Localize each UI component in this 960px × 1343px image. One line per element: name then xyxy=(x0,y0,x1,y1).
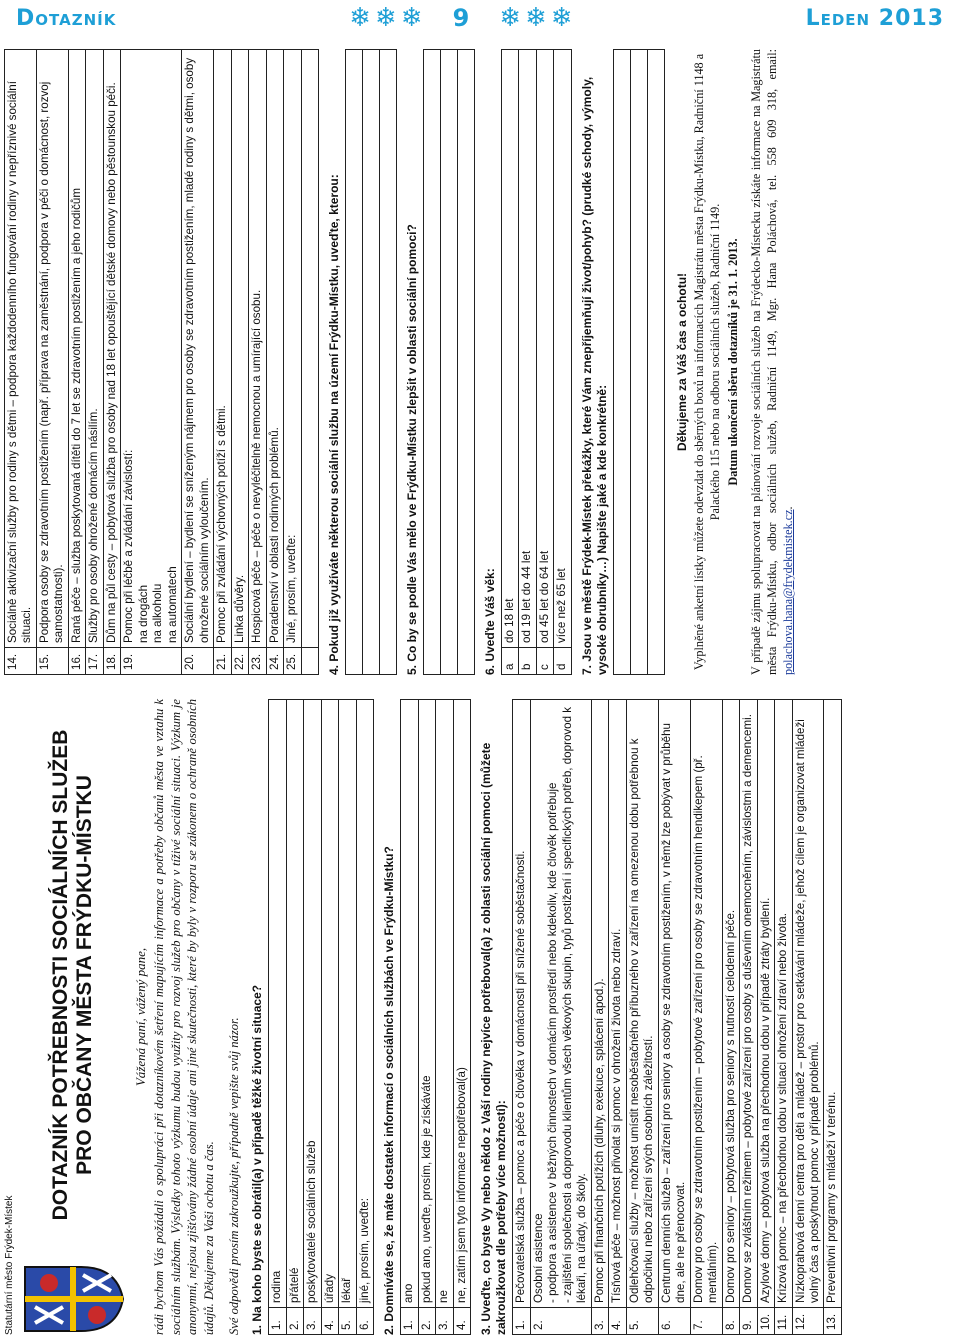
table-row[interactable]: 2. pokud ano, uveďte, prosím, kde je získáváte xyxy=(418,700,435,1335)
snowflake-icon: ❄ xyxy=(349,3,372,33)
table-row[interactable]: 24. Poradenství v oblasti rodinných problémů. xyxy=(266,50,283,675)
table-row[interactable]: 22. Linka důvěry. xyxy=(231,50,248,675)
deadline-text: Datum ukončení sběru dotazníků je 31. 1. 2013. xyxy=(726,238,741,486)
table-row[interactable]: 4. ne, zatím jsem tyto informace nepotřeboval(a) xyxy=(453,700,470,1335)
snowflake-icon: ❄ xyxy=(499,3,522,33)
table-row[interactable]: 4. úřady xyxy=(321,700,338,1335)
question-7-answer-lines xyxy=(613,49,665,675)
answer-line[interactable] xyxy=(630,50,647,675)
table-row[interactable]: 16. Raná péče – služba poskytovaná dítěti do 7 let se zdravotním postižením a jeho rodičům xyxy=(68,50,85,675)
table-row[interactable]: 5. lékař xyxy=(339,700,356,1335)
table-row[interactable]: 23. Hospicová péče – péče o nevyléčitelně nemocnou a umírající osobu. xyxy=(249,50,266,675)
question-2-options xyxy=(400,699,471,1335)
answer-line[interactable] xyxy=(457,50,474,675)
table-row[interactable]: a do 18 let xyxy=(501,50,518,675)
city-coat-of-arms-logo xyxy=(21,1263,125,1335)
table-row[interactable]: 1. rodina xyxy=(269,700,286,1335)
document-title xyxy=(21,699,97,1251)
table-row[interactable]: 17. Služby pro osoby ohrožené domácím násilím. xyxy=(86,50,103,675)
table-row[interactable]: 3. Pomoc při finančních potížích (dluhy, exekuce, splácení apod.). xyxy=(591,700,608,1335)
answer-line[interactable] xyxy=(647,50,664,675)
table-row[interactable]: 8. Domov pro seniory – pobytová služba pro seniory s nutností celodenní péče. xyxy=(722,700,739,1335)
table-row[interactable]: 21. Pomoc při zvládání výchovných potíží s dětmi. xyxy=(214,50,231,675)
table-row[interactable]: 5. Odlehčovací služby – možnost umístit nesoběstačného příbuzného v zařízení na omezenou dobu potřebnou k odpočinku nebo zařízení svých osobních záležitostí. xyxy=(626,700,658,1335)
table-row[interactable]: 13. Preventivní programy s mládeží v terénu. xyxy=(824,700,841,1335)
rotated-page xyxy=(0,36,960,1343)
issue-date: Leden 2013 xyxy=(805,5,944,31)
title-line-1: DOTAZNÍK POTŘEBNOSTI SOCIÁLNÍCH SLUŽEB xyxy=(49,729,72,1221)
question-5-answer-lines xyxy=(423,49,475,675)
table-row[interactable]: 10. Azylové domy – pobytová služba na přechodnou dobu v případě ztráty bydlení. xyxy=(757,700,774,1335)
table-row[interactable]: 6. jiné, prosím, uveďte: xyxy=(356,700,373,1335)
snowflake-icon: ❄ xyxy=(550,3,573,33)
snowflake-icon: ❄ xyxy=(375,3,397,33)
question-3-options xyxy=(512,699,842,1335)
table-row[interactable]: 20. Sociální bydlení – bydlení se sníženým nájmem pro osoby se zdravotním postižením, mladé rodiny s dětmi, osoby ohrožené sociálním vyloučením. xyxy=(182,50,214,675)
intro-paragraph: rádi bychom Vás požádali o spolupráci při dotazníkovém šetření mapujícím informace a potřeby občanů města ve vztahu k sociálním službám. Výsledky tohoto výzkumu budou využity pro rozvoj služeb pro občany v tíživé sociální situaci. Výzkum je anonymní, nejsou zjišťovány žádné osobní údaje ani jiné skutečnosti, které by byly v rozporu se zákonem o ochraně osobních údajů. Děkujeme za Vaši ochotu a čas. xyxy=(152,699,216,1335)
question-6-options xyxy=(501,49,572,675)
right-column xyxy=(0,41,960,683)
instructions-note: Své odpovědi prosím zakroužkujte, případně vepište svůj názor. xyxy=(227,1017,242,1335)
return-info: Vyplněné anketní lístky můžete odevzdat do sběrných boxů na informacích Magistrátu města Frýdku-Místku, Radniční 1148 a Palackého 115 nebo na odboru sociálních služeb, Radniční 1149. xyxy=(691,53,722,671)
section-title: Dotazník xyxy=(16,5,117,31)
answer-line[interactable] xyxy=(440,50,457,675)
title-block xyxy=(21,699,125,1335)
question-1-options xyxy=(268,699,374,1335)
answer-line[interactable] xyxy=(379,50,396,675)
snowflake-icon: ❄ xyxy=(400,3,423,33)
contact-text: V případě zájmu spolupracovat na plánování rozvoje sociálních služeb na Frýdecko-Místecku získáte informace na Magistrátu města Frýdku-Místku, odbor sociálních služeb, Radniční 1149, Mgr. Hana Poláchová, tel. 558 609 318, email: xyxy=(749,49,780,675)
snowflake-icon: ❄ xyxy=(525,3,547,33)
table-row[interactable]: 19. Pomoc při léčbě a zvládání závislostí: na drogách na alkoholu na automatech xyxy=(121,50,182,675)
question-6-title: 6. Uveďte Váš věk: xyxy=(482,568,497,675)
table-row[interactable]: 7. Domov pro osoby se zdravotním postižením – pobytové zařízení pro osoby se zdravotním hendikepem (př. mentálním). xyxy=(690,700,722,1335)
page-number: 9 xyxy=(452,4,470,32)
table-row[interactable]: c od 45 let do 64 let xyxy=(536,50,553,675)
question-4-title: 4. Pokud již využíváte některou sociální službu na území Frýdku-Místku, uveďte, kterou: xyxy=(326,174,341,675)
question-2-title: 2. Domníváte se, že máte dostatek informací o sociálních službách ve Frýdku-Místku? xyxy=(382,846,397,1335)
table-row[interactable]: 1. Pečovatelská služba – pomoc a péče o člověka v domácnosti při snížené soběstačnosti. xyxy=(513,700,530,1335)
table-row[interactable]: 9. Domov se zvláštním režimem – pobytové zařízení pro osoby s duševním onemocněním, závislostmi a demencemi. xyxy=(740,700,757,1335)
question-1-title: 1. Na koho byste se obrátil(a) v případě těžké životní situace? xyxy=(250,984,265,1335)
answer-line[interactable] xyxy=(301,50,318,675)
answer-line[interactable] xyxy=(613,50,630,675)
table-row[interactable]: 12. Nízkoprahová denní centra pro děti a mládež – prostor pro setkávání mládeže, jehož cílem je organizovat mládeži volný čas a poskytnout pomoc v případě problémů. xyxy=(792,700,824,1335)
table-row[interactable]: 4. Tísňová péče – možnost přivolat si pomoc v ohrožení života nebo zdraví. xyxy=(609,700,626,1335)
answer-line[interactable] xyxy=(345,50,362,675)
greeting: Vážená paní, vážený pane, xyxy=(133,947,148,1087)
contact-end: . xyxy=(781,506,796,510)
table-row[interactable]: 14. Sociálně aktivizační služby pro rodiny s dětmi – podpora každodenního fungování rodiny v nepříznivé sociální situaci. xyxy=(5,50,37,675)
question-5-title: 5. Co by se podle Vás mělo ve Frýdku-Místku zlepšit v oblasti sociální pomoci? xyxy=(404,224,419,675)
question-3-options-continued xyxy=(4,49,319,675)
question-3-title: 3. Uveďte, co byste Vy nebo někdo z Vaší rodiny nejvíce potřeboval(a) z oblasti sociální pomoci (můžete zakroužkovat dle potřeby více možností): xyxy=(479,742,509,1335)
table-row[interactable]: 3. ne xyxy=(436,700,453,1335)
questionnaire xyxy=(0,36,960,1343)
table-row[interactable]: 18. Dům na půl cesty – pobytová služba pro osoby nad 18 let opouštějící dětské domovy nebo pěstounskou péči. xyxy=(103,50,120,675)
title-line-2: PRO OBČANY MĚSTA FRÝDKU-MÍSTKU xyxy=(73,775,97,1175)
table-row[interactable]: 3. poskytovatelé sociálních služeb xyxy=(304,700,321,1335)
page-number-group xyxy=(349,3,572,33)
thanks-text: Děkujeme za Váš čas a ochotu! xyxy=(674,272,689,452)
question-7-title: 7. Jsou ve městě Frýdek-Místek překážky, které Vám znepříjemňují život/pohyb? (prudké schody, výmoly, vysoké obrubníky…) Napište jaké a kde konkrétně: xyxy=(579,76,609,675)
answer-line[interactable] xyxy=(423,50,440,675)
left-column xyxy=(0,691,960,1343)
table-row[interactable]: 6. Centrum denních služeb – zařízení pro seniory a osoby se zdravotním postižením, v němž lze pobývat v průběhu dne, ale ne přenocovat. xyxy=(658,700,690,1335)
table-row[interactable]: 1. ano xyxy=(401,700,418,1335)
contact-email-link[interactable]: polachova.hana@frydekmistek.cz xyxy=(781,509,796,675)
table-row[interactable]: 15. Podpora osoby se zdravotním postižením (např. příprava na zaměstnání, podpora v péči o domácnost, rozvoj samostatnosti). xyxy=(36,50,68,675)
table-row[interactable]: b od 19 let do 44 let xyxy=(519,50,536,675)
contact-info xyxy=(749,49,797,675)
answer-line[interactable] xyxy=(362,50,379,675)
table-row[interactable]: d více než 65 let xyxy=(554,50,571,675)
table-row[interactable]: 11. Krizová pomoc – na přechodnou dobu v situaci ohrožení zdraví nebo života. xyxy=(775,700,792,1335)
page-header xyxy=(0,0,960,36)
table-row[interactable]: 2. Osobní asistence - podpora a asistence v běžných činnostech v domácím prostředí nebo kdekoliv, kde člověk potřebuje - zajištění společnosti a doprovodu klientům všech věkových skupin, typů postižení i specifických potřeb, doprovod k lékaři, na úřady, do školy. xyxy=(530,700,591,1335)
question-4-answer-lines xyxy=(345,49,397,675)
org-label: Statutární město Frýdek-Místek xyxy=(4,1195,15,1335)
table-row[interactable]: 25. Jiné, prosím, uveďte: xyxy=(284,50,301,675)
table-row[interactable]: 2. přátelé xyxy=(286,700,303,1335)
